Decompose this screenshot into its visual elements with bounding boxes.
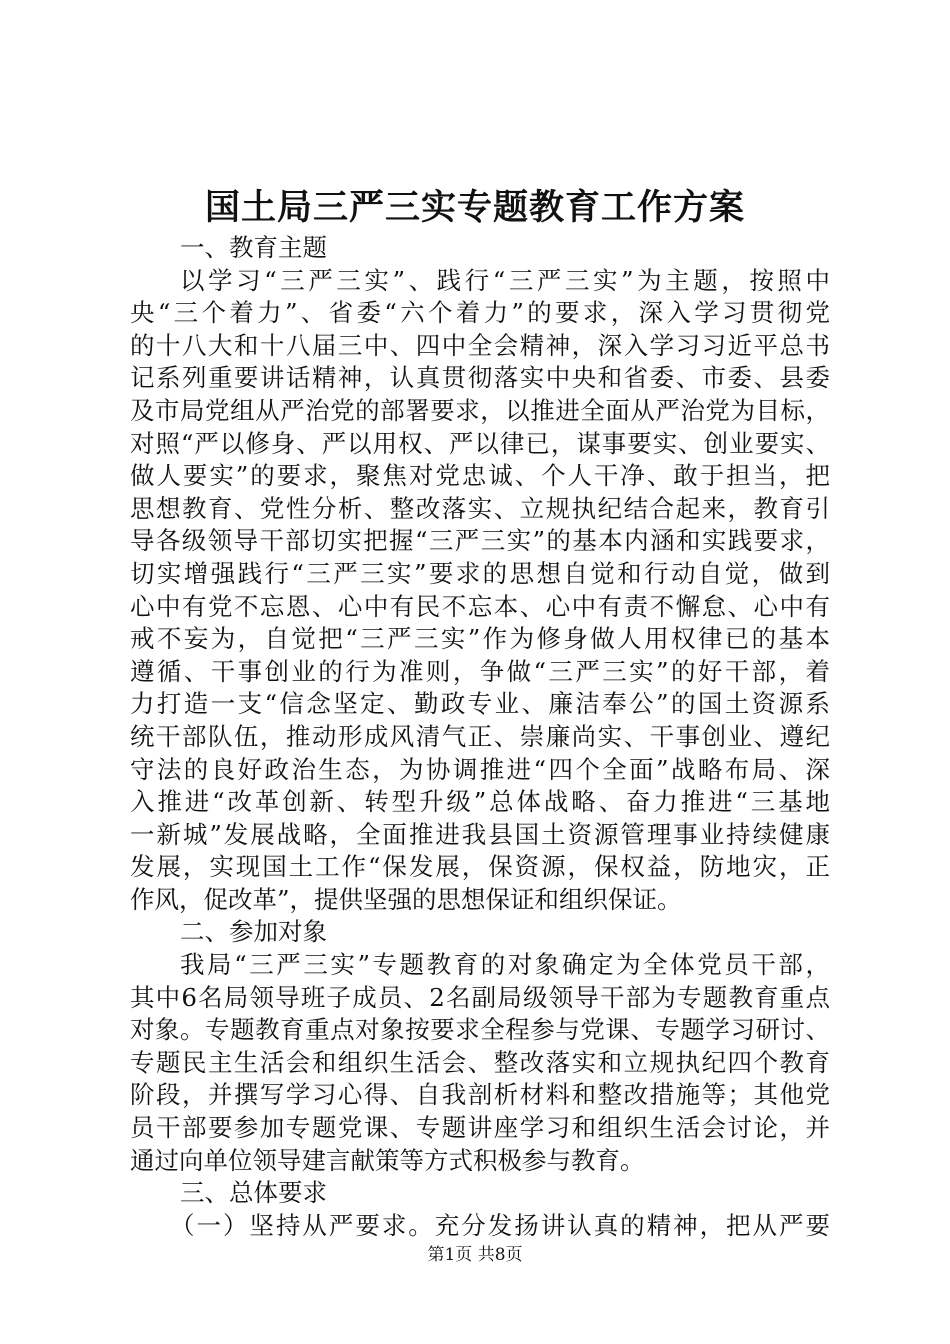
text-line: 力打造一支“信念坚定、勤政专业、廉洁奉公”的国土资源系 (130, 689, 830, 719)
text-line: 统干部队伍，推动形成风清气正、崇廉尚实、干事创业、遵纪 (130, 721, 830, 751)
text-line: 央“三个着力”、省委“六个着力”的要求，深入学习贯彻党 (130, 298, 830, 328)
text-line: 记系列重要讲话精神，认真贯彻落实中央和省委、市委、县委 (130, 363, 830, 393)
text-line: 阶段，并撰写学习心得、自我剖析材料和整改措施等；其他党 (130, 1080, 830, 1110)
text-line: 戒不妄为，自觉把“三严三实”作为修身做人用权律已的基本 (130, 624, 830, 654)
text-line: 员干部要参加专题党课、专题讲座学习和组织生活会讨论，并 (130, 1113, 830, 1143)
text-line: 切实增强践行“三严三实”要求的思想自觉和行动自觉，做到 (130, 558, 830, 588)
text-line: 的十八大和十八届三中、四中全会精神，深入学习习近平总书 (130, 330, 830, 360)
text-line: 遵循、干事创业的行为准则，争做“三严三实”的好干部，着 (130, 656, 830, 686)
text-line: 发展，实现国土工作“保发展，保资源，保权益，防地灾，正 (130, 852, 830, 882)
text-line: 对照“严以修身、严以用权、严以律已，谋事要实、创业要实、 (130, 428, 830, 458)
text-line: 做人要实”的要求，聚焦对党忠诚、个人干净、敢于担当，把 (130, 461, 830, 491)
text-line: 以学习“三严三实”、践行“三严三实”为主题，按照中 (180, 265, 830, 295)
text-line: 专题民主生活会和组织生活会、整改落实和立规执纪四个教育 (130, 1047, 830, 1077)
text-line: （一）坚持从严要求。充分发扬讲认真的精神，把从严要 (170, 1210, 830, 1240)
text-line: 入推进“改革创新、转型升级”总体战略、奋力推进“三基地 (130, 787, 830, 817)
text-line: 守法的良好政治生态，为协调推进“四个全面”战略布局、深 (130, 754, 830, 784)
text-line: 对象。专题教育重点对象按要求全程参与党课、专题学习研讨、 (130, 1015, 830, 1045)
text-line: 思想教育、党性分析、整改落实、立规执纪结合起来，教育引 (130, 493, 830, 523)
text-line: 我局“三严三实”专题教育的对象确定为全体党员干部， (180, 950, 830, 980)
document-body (130, 232, 830, 1242)
section-heading: 三、总体要求 (180, 1178, 327, 1208)
text-line: 一新城”发展战略，全面推进我县国土资源管理事业持续健康 (130, 819, 830, 849)
text-line: 导各级领导干部切实把握“三严三实”的基本内涵和实践要求， (130, 526, 830, 556)
text-line: 其中6名局领导班子成员、2名副局级领导干部为专题教育重点 (130, 982, 830, 1012)
section-heading: 二、参加对象 (180, 917, 327, 947)
text-line: 及市局党组从严治党的部署要求，以推进全面从严治党为目标， (130, 395, 830, 425)
text-line: 作风，促改革”，提供坚强的思想保证和组织保证。 (130, 884, 682, 914)
text-line: 心中有党不忘恩、心中有民不忘本、心中有责不懈怠、心中有 (130, 591, 830, 621)
section-heading: 一、教育主题 (180, 233, 327, 262)
page-footer: 第1页 共8页 (427, 1245, 523, 1265)
text-line: 通过向单位领导建言献策等方式积极参与教育。 (130, 1145, 645, 1175)
document-title: 国土局三严三实专题教育工作方案 (204, 187, 745, 228)
